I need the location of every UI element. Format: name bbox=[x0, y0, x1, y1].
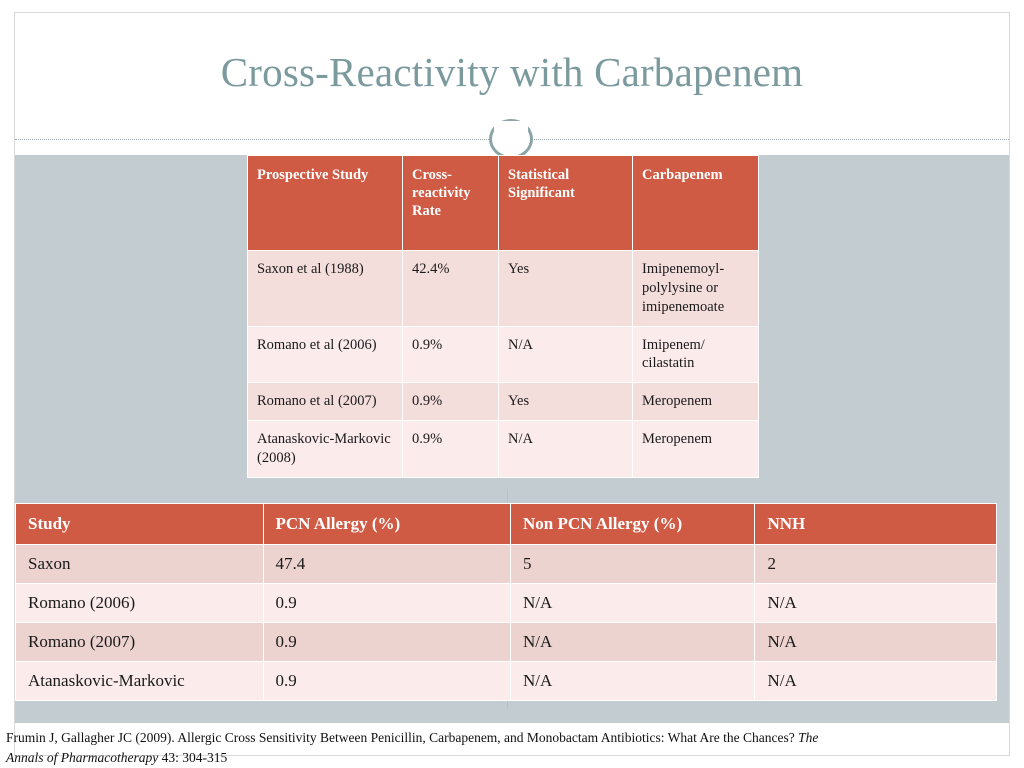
table-cell: Romano et al (2007) bbox=[248, 383, 403, 421]
table-cell: 0.9 bbox=[263, 662, 511, 701]
table-header-cell: Statistical Significant bbox=[499, 156, 633, 251]
table-cell: Saxon bbox=[16, 545, 264, 584]
circle-ornament-mask bbox=[494, 121, 528, 141]
table-header-row bbox=[16, 504, 997, 545]
citation-journal-start: The bbox=[798, 730, 819, 745]
table-header-cell: Non PCN Allergy (%) bbox=[511, 504, 755, 545]
table-header-cell: Prospective Study bbox=[248, 156, 403, 251]
table-cell: 0.9% bbox=[403, 383, 499, 421]
nnh-summary-table bbox=[15, 503, 997, 701]
table-cell: Yes bbox=[499, 383, 633, 421]
table-row bbox=[248, 421, 759, 478]
table-row bbox=[16, 662, 997, 701]
table-cell: 0.9 bbox=[263, 623, 511, 662]
table-header-cell: NNH bbox=[755, 504, 997, 545]
citation bbox=[6, 728, 1018, 767]
table-cell: Atanaskovic-Markovic (2008) bbox=[248, 421, 403, 478]
table-cell: 5 bbox=[511, 545, 755, 584]
table-cell: N/A bbox=[511, 623, 755, 662]
table-header-cell: Carbapenem bbox=[633, 156, 759, 251]
prospective-study-table bbox=[247, 155, 759, 478]
citation-pages: 43: 304-315 bbox=[158, 749, 228, 765]
table-cell: Imipenemoyl-polylysine or imipenemoate bbox=[633, 251, 759, 327]
citation-journal: Annals of Pharmacotherapy bbox=[6, 749, 159, 765]
table-cell: Yes bbox=[499, 251, 633, 327]
table-cell: Atanaskovic-Markovic bbox=[16, 662, 264, 701]
table-row bbox=[16, 545, 997, 584]
table-header-cell: PCN Allergy (%) bbox=[263, 504, 511, 545]
table-cell: Romano (2006) bbox=[16, 584, 264, 623]
table-row bbox=[248, 326, 759, 383]
table-row bbox=[248, 251, 759, 327]
table-cell: 0.9% bbox=[403, 421, 499, 478]
table-header-row bbox=[248, 156, 759, 251]
table-cell: Meropenem bbox=[633, 421, 759, 478]
table-cell: 47.4 bbox=[263, 545, 511, 584]
table-cell: 42.4% bbox=[403, 251, 499, 327]
table-cell: N/A bbox=[511, 584, 755, 623]
table-cell: 2 bbox=[755, 545, 997, 584]
citation-text: Frumin J, Gallagher JC (2009). Allergic Cross Sensitivity Between Penicillin, Carbapenem, and Monobactam Antibiotics: What Are the Chances? bbox=[6, 730, 799, 745]
table-cell: Romano (2007) bbox=[16, 623, 264, 662]
table-cell: Meropenem bbox=[633, 383, 759, 421]
table-cell: 0.9% bbox=[403, 326, 499, 383]
table-cell: Saxon et al (1988) bbox=[248, 251, 403, 327]
table-row bbox=[16, 623, 997, 662]
table-cell: N/A bbox=[511, 662, 755, 701]
table-cell: N/A bbox=[755, 584, 997, 623]
table-cell: N/A bbox=[499, 326, 633, 383]
page-title: Cross-Reactivity with Carbapenem bbox=[220, 49, 804, 95]
table-cell: N/A bbox=[755, 662, 997, 701]
table-row bbox=[16, 584, 997, 623]
table-cell: N/A bbox=[499, 421, 633, 478]
table-row bbox=[248, 383, 759, 421]
table-cell: Imipenem/ cilastatin bbox=[633, 326, 759, 383]
table-cell: 0.9 bbox=[263, 584, 511, 623]
table-header-cell: Study bbox=[16, 504, 264, 545]
table-header-cell: Cross-reactivity Rate bbox=[403, 156, 499, 251]
table-cell: Romano et al (2006) bbox=[248, 326, 403, 383]
table-cell: N/A bbox=[755, 623, 997, 662]
